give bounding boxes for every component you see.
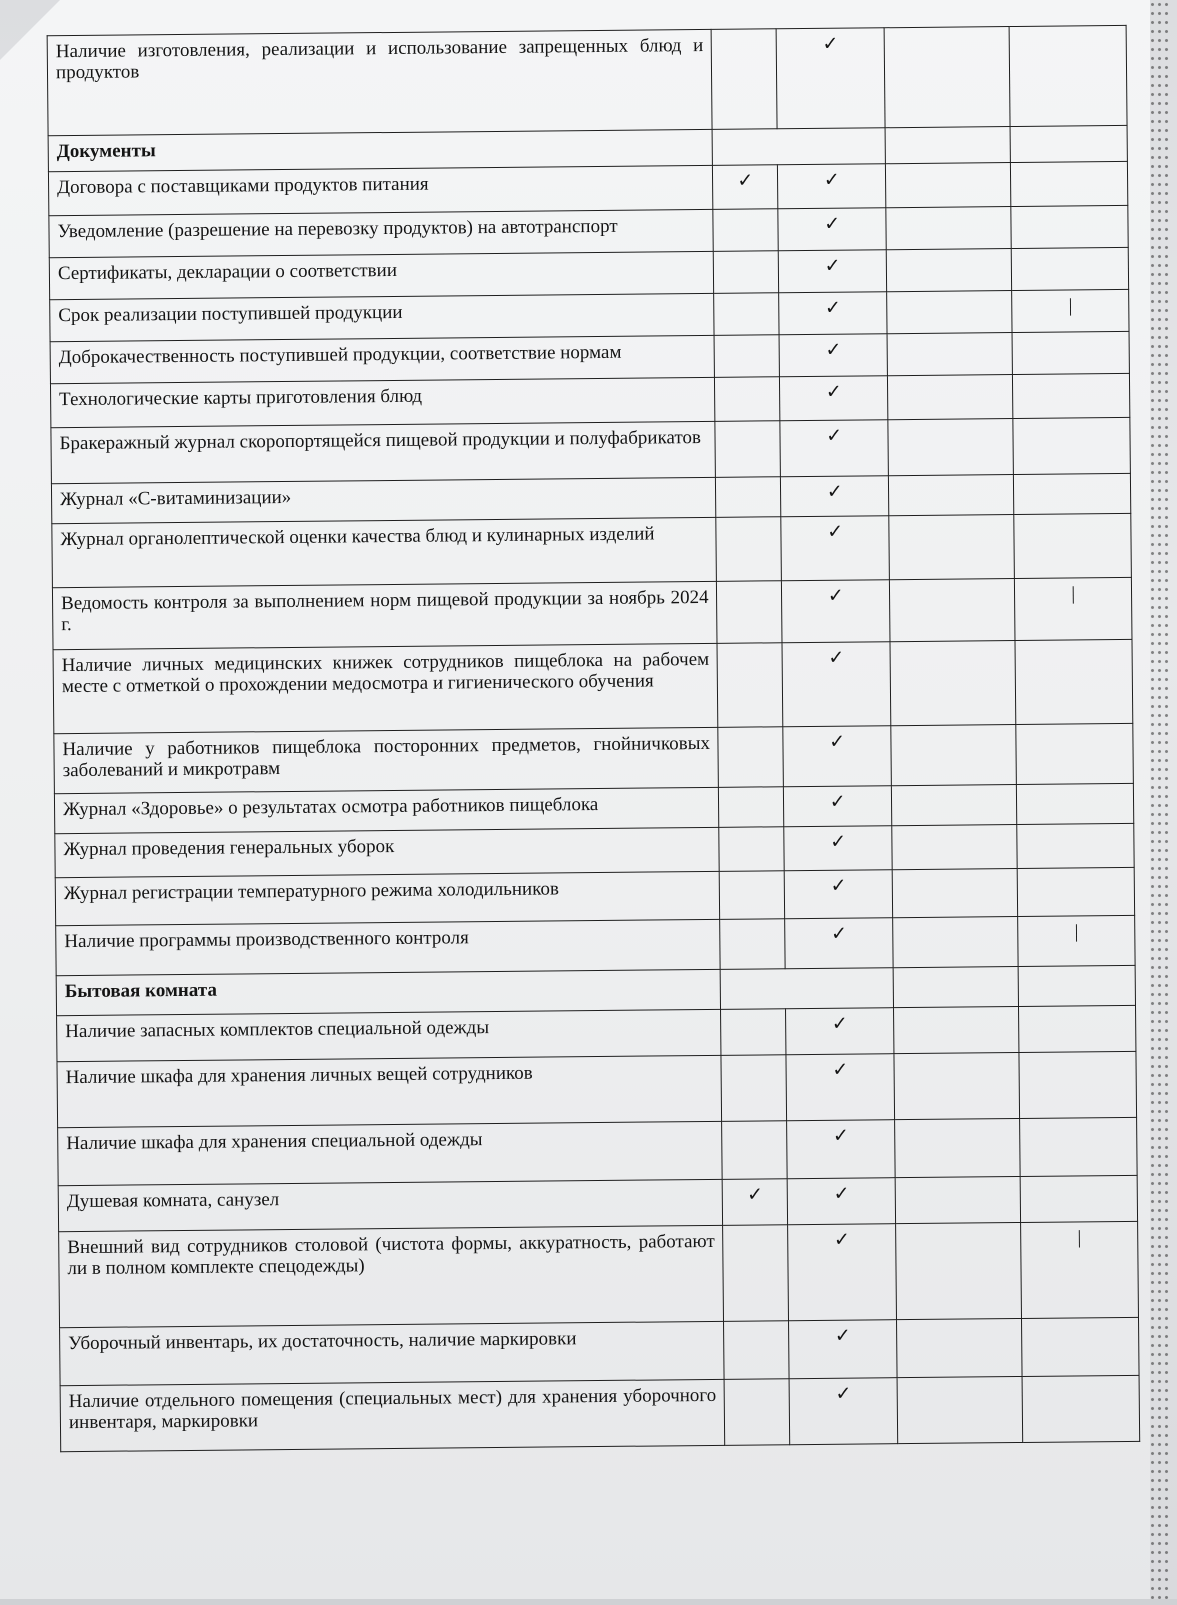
check-cell-a: ✓ [723,1179,788,1226]
check-cell-d [1011,205,1128,248]
check-cell-c [889,475,1014,516]
check-cell-c [886,207,1011,250]
criterion-text: Наличие запасных комплектов специальной одежды [57,1009,722,1061]
check-cell-c [888,375,1013,420]
check-cell-c [889,515,1015,580]
check-cell-a [713,209,778,252]
check-cell-d [1017,783,1134,824]
check-cell-c [892,784,1017,825]
criterion-text: Журнал «С-витаминизации» [51,477,716,523]
check-cell-b: ✓ [783,786,892,827]
table-row [58,1117,1138,1185]
criterion-text: Наличие шкафа для хранения специальной одежды [58,1121,723,1185]
check-cell-b: ✓ [789,1320,898,1379]
check-cell-b: ✓ [777,164,886,209]
check-cell-a [721,1009,786,1056]
check-cell-a [715,335,780,378]
check-cell-b: ✓ [780,476,889,517]
check-cell-a [718,727,783,788]
check-cell-d [1022,1317,1139,1376]
check-cell-d [1014,513,1131,578]
check-cell-b: ✓ [781,580,890,643]
check-cell-d [1011,161,1128,206]
criterion-text: Уведомление (разрешение на перевозку продуктов) на автотранспорт [49,209,714,257]
criterion-text: Уборочный инвентарь, их достаточность, наличие маркировки [60,1321,725,1385]
check-cell-b: ✓ [779,376,888,421]
check-cell-d [1012,247,1129,290]
table-row [51,417,1130,483]
check-cell-c [896,1222,1022,1319]
check-cell-c [894,1052,1020,1119]
check-cell-b: ✓ [787,1120,896,1179]
checklist-body [47,25,1140,1451]
check-cell-d [1016,723,1133,784]
check-cell-d [1014,473,1131,514]
criterion-text: Наличие у работников пищеблока посторонних предметов, гнойничковых заболеваний и микротравм [54,727,719,793]
check-cell-c [887,249,1012,292]
check-cell-b: ✓ [788,1224,897,1321]
check-cell-a [717,643,782,728]
table-row [59,1221,1139,1327]
empty-cell [721,968,894,1010]
criterion-text: Сертификаты, декларации о соответствии [49,251,714,299]
empty-cell [1018,965,1135,1006]
check-cell-a: ✓ [713,165,778,210]
table-row [47,25,1127,135]
check-cell-c [893,868,1018,917]
criterion-text: Ведомость контроля за выполнением норм пищевой продукции за ноябрь 2024 г. [52,581,717,649]
criterion-text: Доброкачественность поступившей продукции, соответствие нормам [50,335,715,383]
check-cell-b: ✓ [776,28,885,129]
check-cell-d [1013,373,1130,418]
check-cell-c [890,579,1016,642]
check-cell-a [723,1225,788,1322]
check-cell-b: ✓ [787,1178,896,1225]
check-cell-c [891,725,1017,786]
check-cell-d: | [1021,1221,1139,1318]
criterion-text: Бракеражный журнал скоропортящейся пищевой продукции и полуфабрикатов [51,421,716,483]
check-cell-a [717,581,782,644]
check-cell-c [888,419,1014,476]
table-row [60,1375,1140,1451]
table-row [54,723,1134,793]
check-cell-a [721,1055,786,1122]
check-cell-b: ✓ [784,870,893,919]
check-cell-b: ✓ [781,516,890,581]
check-cell-b: ✓ [785,918,894,969]
empty-cell [893,966,1018,1007]
check-cell-b: ✓ [789,1378,898,1445]
section-title: Документы [48,129,713,171]
criterion-text: Наличие шкафа для хранения личных вещей сотрудников [57,1055,722,1127]
check-cell-b: ✓ [784,826,893,871]
criterion-text: Журнал проведения генеральных уборок [55,827,720,877]
check-cell-a [715,377,780,422]
check-cell-d [1020,1175,1137,1222]
check-cell-c [887,333,1012,376]
check-cell-c [887,291,1012,334]
check-cell-a [715,421,780,478]
check-cell-a [714,251,779,294]
criterion-text: Наличие программы производственного контроля [56,919,721,975]
check-cell-d: | [1012,289,1129,332]
check-cell-b: ✓ [786,1008,895,1055]
check-cell-b: ✓ [780,420,889,477]
check-cell-a [720,919,785,970]
criterion-text: Наличие изготовления, реализации и использование запрещенных блюд и продуктов [47,29,712,135]
check-cell-c [890,641,1016,726]
check-cell-d: | [1018,915,1135,966]
empty-cell [713,128,886,166]
table-row [57,1051,1137,1127]
check-cell-b: ✓ [783,726,892,787]
check-cell-c [897,1318,1023,1377]
check-cell-a [719,827,784,872]
check-cell-c [894,1006,1019,1053]
section-title: Бытовая комната [56,969,721,1015]
check-cell-d [1019,1051,1136,1118]
check-cell-a [716,517,781,582]
check-cell-c [895,1118,1021,1177]
check-cell-c [895,1176,1020,1223]
check-cell-d [1009,25,1127,126]
criterion-text: Договора с поставщиками продуктов питания [48,165,713,215]
check-cell-d [1022,1375,1139,1442]
check-cell-a [712,29,778,130]
check-cell-a [714,293,779,336]
check-cell-a [724,1321,789,1380]
criterion-text: Технологические карты приготовления блюд [50,377,715,427]
criterion-text: Душевая комната, санузел [58,1179,723,1231]
table-row [53,639,1133,733]
check-cell-b: ✓ [779,292,888,335]
criterion-text: Наличие личных медицинских книжек сотрудников пищеблока на рабочем месте с отметкой о прохождении медосмотра и гигиенического обучения [53,643,718,733]
table-row [52,577,1132,649]
check-cell-d [1013,417,1130,474]
check-cell-c [884,27,1010,128]
check-cell-a [716,477,781,518]
check-cell-d [1019,1005,1136,1052]
check-cell-c [893,916,1018,967]
check-cell-c [892,824,1017,869]
empty-cell [1010,125,1127,162]
check-cell-d: | [1015,577,1132,640]
check-cell-a [720,871,785,920]
check-cell-d [1012,331,1129,374]
empty-cell [885,127,1010,164]
check-cell-b: ✓ [778,208,887,251]
check-cell-a [722,1121,787,1180]
check-cell-b: ✓ [782,642,891,727]
check-cell-d [1017,823,1134,868]
criterion-text: Внешний вид сотрудников столовой (чистота формы, аккуратность, работают ли в полном комплекте спецодежды) [59,1225,724,1327]
table-row [60,1317,1140,1385]
criterion-text: Журнал регистрации температурного режима холодильников [55,871,720,925]
criterion-text: Журнал органолептической оценки качества блюд и кулинарных изделий [52,517,717,587]
check-cell-d [1017,867,1134,916]
checklist-table [47,25,1141,1452]
check-cell-b: ✓ [778,250,887,293]
criterion-text: Журнал «Здоровье» о результатах осмотра работников пищеблока [54,787,719,833]
check-cell-c [897,1376,1023,1443]
check-cell-b: ✓ [779,334,888,377]
check-cell-b: ✓ [786,1054,895,1121]
check-cell-d [1015,639,1132,724]
check-cell-a [719,787,784,828]
table-row [52,513,1132,587]
criterion-text: Срок реализации поступившей продукции [50,293,715,341]
check-cell-a [725,1379,790,1446]
check-cell-d [1020,1117,1137,1176]
criterion-text: Наличие отдельного помещения (специальных мест) для хранения уборочного инвентаря, маркировки [60,1379,725,1451]
check-cell-c [886,163,1011,208]
